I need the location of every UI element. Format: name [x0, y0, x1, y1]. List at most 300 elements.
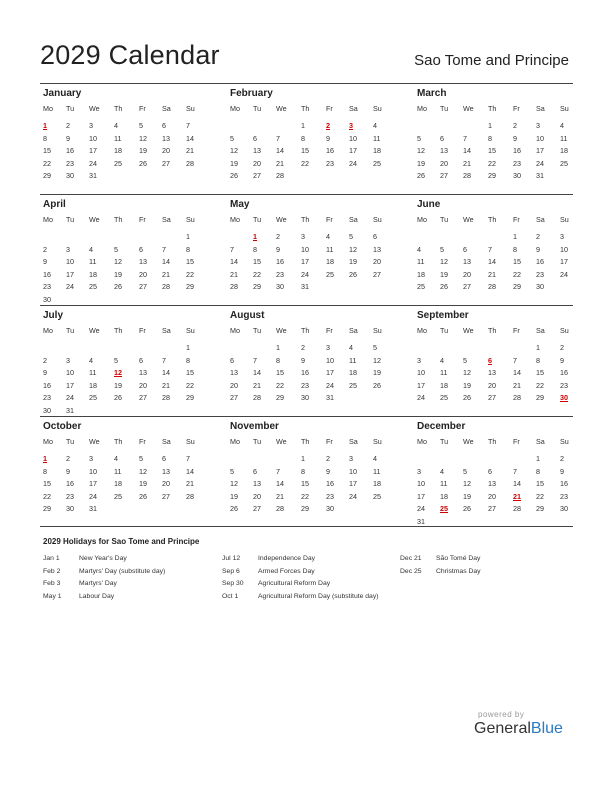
weekday-label: Tu — [440, 215, 449, 224]
calendar-day: 1 — [186, 343, 190, 352]
calendar-day: 28 — [276, 504, 284, 514]
weekday-label: Th — [114, 104, 123, 113]
weekday-label: Fr — [326, 437, 333, 446]
weekday-label: Su — [186, 215, 195, 224]
holiday-date-label: Feb 3 — [43, 580, 61, 587]
month-row — [40, 84, 573, 195]
calendar-day: 1 — [513, 232, 517, 241]
calendar-day: 25 — [560, 158, 568, 168]
calendar-day: 23 — [43, 393, 51, 403]
holiday-date-label: Jan 1 — [43, 555, 60, 562]
calendar-day: 8 — [276, 355, 280, 365]
calendar-day: 30 — [536, 282, 544, 292]
calendar-day: 2 — [301, 343, 305, 352]
holiday-date: 2 — [326, 121, 330, 130]
calendar-day: 20 — [162, 479, 170, 489]
calendar-day: 30 — [43, 295, 51, 304]
calendar-day: 27 — [139, 282, 147, 292]
weekday-label: Su — [373, 104, 382, 113]
holiday-date-label: Dec 25 — [400, 567, 422, 575]
calendar-day: 26 — [114, 282, 122, 292]
calendar-day: 4 — [349, 343, 353, 352]
calendar-day: 27 — [162, 158, 170, 168]
calendar-day: 19 — [139, 146, 147, 156]
calendar-day: 11 — [440, 479, 448, 489]
calendar-day: 19 — [349, 257, 357, 267]
holiday-name: Agricultural Reform Day (substitute day) — [258, 592, 379, 600]
calendar-day: 9 — [326, 133, 330, 143]
calendar-day: 21 — [186, 479, 194, 489]
calendar-day: 7 — [186, 454, 190, 463]
calendar-day: 5 — [114, 244, 118, 254]
calendar-day: 13 — [488, 479, 496, 489]
calendar-day: 8 — [513, 244, 517, 254]
calendar-day: 21 — [488, 269, 496, 279]
calendar-day: 15 — [513, 257, 521, 267]
calendar-day: 12 — [230, 146, 238, 156]
weekday-label: Th — [488, 215, 497, 224]
calendar-day: 5 — [349, 232, 353, 241]
holiday-date-label: Sep 30 — [222, 580, 244, 587]
calendar-day: 13 — [162, 466, 170, 476]
calendar-day: 9 — [43, 257, 47, 267]
weekday-label: Tu — [66, 326, 75, 335]
weekday-label: We — [463, 215, 474, 224]
weekday-label: Tu — [66, 437, 75, 446]
calendar-day: 14 — [162, 257, 170, 267]
calendar-day: 29 — [536, 504, 544, 514]
month-name: November — [230, 421, 279, 432]
calendar-day: 16 — [66, 479, 74, 489]
calendar-day: 3 — [560, 232, 564, 241]
weekday-label: We — [463, 104, 474, 113]
weekday-label: Mo — [43, 104, 53, 113]
powered-by-text: powered by — [478, 710, 525, 719]
calendar-day: 1 — [301, 121, 305, 130]
calendar-day: 15 — [186, 368, 194, 378]
calendar-day: 21 — [230, 269, 238, 279]
calendar-day: 8 — [186, 355, 190, 365]
calendar-day: 24 — [349, 491, 357, 501]
calendar-day: 9 — [513, 133, 517, 143]
calendar-day: 3 — [536, 121, 540, 130]
weekday-label: We — [89, 215, 100, 224]
calendar-day: 18 — [114, 146, 122, 156]
calendar-day: 29 — [301, 504, 309, 514]
weekday-label: Sa — [162, 437, 171, 446]
holiday-date-label: Oct 1 — [222, 592, 239, 600]
calendar-day: 14 — [513, 479, 521, 489]
calendar-day: 10 — [66, 257, 74, 267]
calendar-day: 2 — [560, 454, 564, 463]
brand-blue: Blue — [530, 720, 563, 737]
calendar-day: 11 — [440, 368, 448, 378]
calendar-day: 31 — [301, 282, 309, 292]
calendar-day: 7 — [230, 244, 234, 254]
calendar-day: 4 — [373, 121, 377, 130]
weekday-label: Su — [186, 104, 195, 113]
holiday-name: Agricultural Reform Day — [258, 580, 331, 587]
calendar-day: 11 — [114, 133, 122, 143]
calendar-day: 23 — [536, 269, 544, 279]
calendar-day: 21 — [162, 380, 170, 390]
weekday-label: Th — [114, 437, 123, 446]
calendar-day: 16 — [326, 146, 334, 156]
holiday-name: Independence Day — [258, 555, 316, 562]
weekday-label: Sa — [162, 215, 171, 224]
calendar-day: 27 — [253, 171, 261, 181]
calendar-day: 30 — [326, 504, 334, 514]
calendar-day: 5 — [139, 121, 143, 130]
calendar-day: 26 — [440, 282, 448, 292]
calendar-day: 2 — [536, 232, 540, 241]
holiday-date: 21 — [513, 491, 521, 501]
calendar-day: 31 — [536, 171, 544, 181]
weekday-label: Mo — [417, 326, 427, 335]
calendar-day: 23 — [276, 269, 284, 279]
calendar-day: 11 — [560, 133, 568, 143]
weekday-label: Th — [488, 437, 497, 446]
calendar-day: 21 — [162, 269, 170, 279]
calendar-day: 6 — [373, 232, 377, 241]
calendar-day: 10 — [89, 466, 97, 476]
calendar-day: 7 — [276, 133, 280, 143]
calendar-day: 28 — [276, 171, 284, 181]
weekday-label: Th — [114, 326, 123, 335]
calendar-day: 10 — [301, 244, 309, 254]
calendar-day: 18 — [89, 380, 97, 390]
calendar-day: 9 — [536, 244, 540, 254]
calendar-day: 20 — [440, 158, 448, 168]
calendar-day: 10 — [417, 479, 425, 489]
calendar-day: 17 — [326, 368, 334, 378]
calendar-day: 20 — [139, 269, 147, 279]
calendar-day: 22 — [513, 269, 521, 279]
calendar-day: 23 — [43, 282, 51, 292]
weekday-label: Mo — [230, 437, 240, 446]
calendar-day: 24 — [349, 158, 357, 168]
weekday-label: We — [276, 215, 287, 224]
calendar-day: 25 — [373, 158, 381, 168]
calendar-day: 22 — [186, 269, 194, 279]
calendar-day: 12 — [349, 244, 357, 254]
month-row — [40, 417, 573, 527]
weekday-label: Mo — [230, 104, 240, 113]
month-name: February — [230, 88, 273, 99]
calendar-day: 22 — [488, 158, 496, 168]
calendar-day: 5 — [230, 466, 234, 476]
weekday-label: Sa — [162, 326, 171, 335]
weekday-label: Sa — [349, 215, 358, 224]
calendar-day: 7 — [186, 121, 190, 130]
calendar-day: 18 — [440, 491, 448, 501]
calendar-day: 5 — [230, 133, 234, 143]
holiday-date-label: Feb 2 — [43, 567, 61, 575]
calendar-day: 4 — [114, 121, 118, 130]
calendar-day: 19 — [373, 368, 381, 378]
calendar-day: 28 — [253, 393, 261, 403]
holiday-name: Martyrs' Day (substitute day) — [79, 567, 166, 575]
calendar-day: 9 — [276, 244, 280, 254]
calendar-day: 18 — [417, 269, 425, 279]
calendar-day: 2 — [326, 454, 330, 463]
calendar-day: 9 — [560, 466, 564, 476]
calendar-day: 14 — [186, 133, 194, 143]
weekday-label: Th — [488, 326, 497, 335]
calendar-day: 21 — [463, 158, 471, 168]
calendar-day: 1 — [186, 232, 190, 241]
weekday-label: Tu — [253, 215, 262, 224]
calendar-day: 28 — [513, 393, 521, 403]
calendar-day: 14 — [186, 466, 194, 476]
calendar-day: 6 — [139, 244, 143, 254]
calendar-day: 2 — [276, 232, 280, 241]
holiday-date: 12 — [114, 368, 122, 378]
weekday-label: Mo — [230, 326, 240, 335]
calendar-day: 7 — [513, 355, 517, 365]
calendar-day: 17 — [417, 380, 425, 390]
calendar-day: 4 — [440, 355, 444, 365]
weekday-label: Fr — [139, 326, 146, 335]
calendar-day: 31 — [66, 406, 74, 415]
calendar-day: 26 — [463, 393, 471, 403]
calendar-day: 30 — [560, 504, 568, 514]
weekday-label: Th — [301, 104, 310, 113]
calendar-day: 29 — [276, 393, 284, 403]
calendar-day: 30 — [66, 171, 74, 181]
calendar-day: 25 — [373, 491, 381, 501]
weekday-label: Fr — [326, 104, 333, 113]
calendar-day: 10 — [66, 368, 74, 378]
calendar-day: 7 — [162, 355, 166, 365]
calendar-day: 14 — [230, 257, 238, 267]
weekday-label: Fr — [513, 437, 520, 446]
calendar-day: 2 — [66, 454, 70, 463]
calendar-day: 16 — [276, 257, 284, 267]
calendar-day: 6 — [162, 121, 166, 130]
calendar-day: 3 — [417, 355, 421, 365]
calendar-day: 24 — [417, 393, 425, 403]
calendar-day: 23 — [66, 491, 74, 501]
calendar-day: 3 — [89, 454, 93, 463]
calendar-day: 6 — [253, 466, 257, 476]
calendar-day: 30 — [301, 393, 309, 403]
month-name: January — [43, 88, 82, 99]
calendar-day: 24 — [326, 380, 334, 390]
holiday-name: Armed Forces Day — [258, 567, 315, 575]
calendar-day: 1 — [536, 343, 540, 352]
weekday-label: Su — [560, 437, 569, 446]
brand-general: General — [474, 720, 531, 737]
calendar-day: 19 — [463, 491, 471, 501]
calendar-day: 13 — [139, 368, 147, 378]
calendar-day: 3 — [349, 454, 353, 463]
calendar-day: 8 — [488, 133, 492, 143]
weekday-label: Tu — [66, 215, 75, 224]
weekday-label: Mo — [43, 326, 53, 335]
brand-logo[interactable] — [474, 720, 563, 738]
calendar-day: 20 — [253, 158, 261, 168]
calendar-day: 29 — [43, 504, 51, 514]
weekday-label: Sa — [349, 104, 358, 113]
calendar-day: 12 — [139, 466, 147, 476]
calendar-day: 5 — [373, 343, 377, 352]
calendar-day: 28 — [186, 158, 194, 168]
weekday-label: Th — [301, 326, 310, 335]
calendar-day: 10 — [349, 466, 357, 476]
weekday-label: Tu — [253, 326, 262, 335]
calendar-day: 30 — [66, 504, 74, 514]
calendar-day: 23 — [560, 380, 568, 390]
calendar-day: 14 — [276, 479, 284, 489]
calendar-day: 31 — [417, 517, 425, 526]
calendar-day: 3 — [66, 244, 70, 254]
calendar-day: 3 — [66, 355, 70, 365]
calendar-day: 9 — [301, 355, 305, 365]
calendar-day: 14 — [162, 368, 170, 378]
calendar-day: 22 — [301, 158, 309, 168]
calendar-day: 6 — [488, 466, 492, 476]
holiday-date-label: May 1 — [43, 592, 62, 600]
calendar-day: 13 — [162, 133, 170, 143]
calendar-day: 23 — [560, 491, 568, 501]
calendar-day: 28 — [488, 282, 496, 292]
calendar-day: 22 — [253, 269, 261, 279]
calendar-day: 12 — [230, 479, 238, 489]
calendar-day: 6 — [440, 133, 444, 143]
calendar-day: 8 — [186, 244, 190, 254]
calendar-day: 12 — [114, 257, 122, 267]
calendar-day: 26 — [114, 393, 122, 403]
weekday-label: Fr — [326, 215, 333, 224]
calendar-day: 13 — [488, 368, 496, 378]
calendar-day: 11 — [373, 133, 381, 143]
calendar-day: 9 — [560, 355, 564, 365]
weekday-label: Fr — [326, 326, 333, 335]
month-name: August — [230, 310, 265, 321]
calendar-day: 24 — [66, 393, 74, 403]
holiday-date: 3 — [349, 121, 353, 130]
calendar-day: 23 — [66, 158, 74, 168]
calendar-day: 26 — [417, 171, 425, 181]
calendar-day: 20 — [139, 380, 147, 390]
calendar-day: 13 — [253, 146, 261, 156]
calendar-day: 5 — [463, 355, 467, 365]
calendar-day: 10 — [417, 368, 425, 378]
weekday-label: Th — [301, 215, 310, 224]
holiday-date: 6 — [488, 355, 492, 365]
calendar-day: 28 — [230, 282, 238, 292]
weekday-label: Mo — [417, 437, 427, 446]
calendar-day: 16 — [301, 368, 309, 378]
calendar-day: 26 — [139, 158, 147, 168]
calendar-day: 11 — [114, 466, 122, 476]
calendar-day: 7 — [463, 133, 467, 143]
calendar-day: 11 — [89, 368, 97, 378]
calendar-day: 29 — [43, 171, 51, 181]
calendar-day: 20 — [488, 380, 496, 390]
calendar-day: 27 — [488, 504, 496, 514]
calendar-day: 30 — [513, 171, 521, 181]
month-name: March — [417, 88, 447, 99]
weekday-label: We — [276, 326, 287, 335]
calendar-day: 25 — [440, 393, 448, 403]
calendar-day: 14 — [253, 368, 261, 378]
calendar-day: 16 — [560, 479, 568, 489]
calendar-day: 5 — [440, 244, 444, 254]
calendar-day: 6 — [253, 133, 257, 143]
calendar-day: 24 — [417, 504, 425, 514]
calendar-day: 4 — [89, 355, 93, 365]
calendar-day: 11 — [89, 257, 97, 267]
calendar-day: 1 — [301, 454, 305, 463]
calendar-day: 25 — [89, 393, 97, 403]
calendar-day: 29 — [513, 282, 521, 292]
weekday-label: Mo — [417, 215, 427, 224]
calendar-day: 16 — [513, 146, 521, 156]
weekday-label: Mo — [43, 437, 53, 446]
weekday-label: Tu — [66, 104, 75, 113]
calendar-day: 22 — [536, 491, 544, 501]
calendar-day: 27 — [230, 393, 238, 403]
calendar-day: 27 — [162, 491, 170, 501]
calendar-day: 18 — [349, 368, 357, 378]
holiday-date: 1 — [43, 454, 47, 463]
calendar-day: 12 — [139, 133, 147, 143]
calendar-day: 22 — [276, 380, 284, 390]
calendar-day: 25 — [417, 282, 425, 292]
calendar-day: 9 — [66, 133, 70, 143]
calendar-day: 13 — [373, 244, 381, 254]
weekday-label: Sa — [536, 437, 545, 446]
holiday-name: Christmas Day — [436, 567, 481, 575]
calendar-day: 11 — [349, 355, 357, 365]
page-title: 2029 Calendar — [40, 40, 220, 70]
calendar-day: 17 — [349, 146, 357, 156]
calendar-day: 4 — [417, 244, 421, 254]
calendar-day: 24 — [89, 491, 97, 501]
calendar-day: 20 — [253, 491, 261, 501]
calendar-day: 27 — [139, 393, 147, 403]
calendar-day: 26 — [349, 269, 357, 279]
calendar-day: 12 — [463, 368, 471, 378]
calendar-day: 15 — [536, 479, 544, 489]
calendar-day: 19 — [230, 158, 238, 168]
calendar-day: 16 — [43, 380, 51, 390]
calendar-day: 18 — [373, 146, 381, 156]
calendar-day: 19 — [139, 479, 147, 489]
holidays-title: 2029 Holidays for Sao Tome and Principe — [43, 537, 200, 546]
calendar-day: 5 — [417, 133, 421, 143]
calendar-day: 5 — [463, 466, 467, 476]
calendar-day: 13 — [463, 257, 471, 267]
calendar-day: 3 — [417, 466, 421, 476]
calendar-day: 1 — [536, 454, 540, 463]
holiday-date-label: Jul 12 — [222, 555, 241, 562]
calendar-day: 7 — [513, 466, 517, 476]
calendar-day: 8 — [536, 466, 540, 476]
calendar-day: 6 — [463, 244, 467, 254]
weekday-label: Th — [114, 215, 123, 224]
weekday-label: We — [463, 326, 474, 335]
calendar-day: 23 — [326, 491, 334, 501]
calendar-day: 15 — [43, 146, 51, 156]
calendar-day: 10 — [536, 133, 544, 143]
calendar-day: 8 — [253, 244, 257, 254]
calendar-day: 14 — [513, 368, 521, 378]
calendar-day: 20 — [463, 269, 471, 279]
calendar-day: 19 — [463, 380, 471, 390]
